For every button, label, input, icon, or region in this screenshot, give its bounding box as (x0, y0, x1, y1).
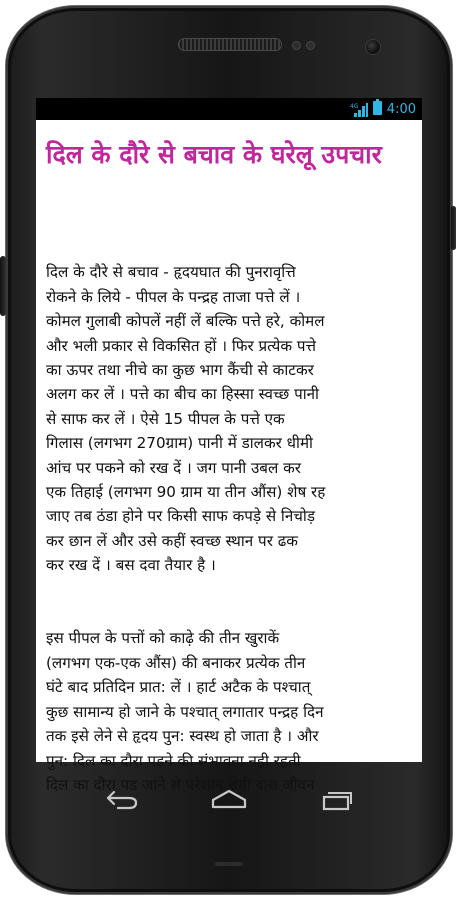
recent-apps-button[interactable] (316, 784, 356, 814)
front-camera (366, 40, 380, 54)
home-icon (209, 788, 249, 810)
back-button[interactable] (102, 784, 142, 814)
proximity-sensor (292, 41, 301, 50)
navigation-bar (36, 762, 422, 838)
article-paragraph-1: दिल के दौरे से बचाव - हृदयघात की पुनरावृत्ति रोकने के लिये - पीपल के पन्द्रह ताजा पत्ते लें । कोमल गुलाबी कोपलें नहीं लें बल्कि पत्ते हरे, कोमल और भली प्रकार से विकसित हों । फिर प्रत्येक पत्ते का ऊपर तथा नीचे का कुछ भाग कैंची से काटकर अलग कर लें । पत्ते का बीच का हिस्सा स्वच्छ पानी से साफ कर लें । ऐसे 15 पीपल के पत्ते एक गिलास (लगभग 270ग्राम) पानी में डालकर धीमी आंच पर पकने को रख दें । जग पानी उबल कर एक तिहाई (लगभग 90 ग्राम या तीन औंस) शेष रह जाए तब ठंडा होने पर किसी साफ कपड़े से निचोड़ कर छान लें और उसे कहीं स्वच्छ स्थान पर ढक कर रख दें । बस दवा तैयार है । (46, 263, 326, 575)
signal-icon (350, 102, 368, 117)
article-body (46, 236, 416, 822)
article-paragraph-2: इस पीपल के पत्तों को काढ़े की तीन खुराकें (लगभग एक-एक औंस) की बनाकर प्रत्येक तीन घंटे बाद प्रतिदिन प्रात: लें । हार्ट अटैक के पश्चात् कुछ सामान्य हो जाने के पश्चात् लगातार पन्द्रह दिन तक इसे लेने से हृदय पुन: स्वस्थ हो जाता है । और पुन: दिल का दौरा पड़ने की संभावना नही रहती दिल का दौरा पड जाने से परेशान रोगी दारा जीवन (46, 629, 324, 794)
home-button[interactable] (209, 784, 249, 814)
article-title: दिल के दौरे से बचाव के घरेलू उपचार (46, 140, 382, 169)
network-type-label: 4G (349, 102, 359, 110)
app-content[interactable] (36, 120, 422, 794)
status-bar (36, 98, 422, 120)
power-button (451, 206, 456, 250)
recent-apps-icon (318, 787, 354, 811)
battery-icon (373, 99, 382, 119)
status-icons (350, 100, 416, 118)
status-time: 4:00 (386, 101, 416, 117)
volume-button (0, 256, 6, 316)
light-sensor (306, 41, 315, 50)
back-icon (105, 788, 139, 810)
microphone-slot (215, 862, 243, 866)
earpiece-speaker (178, 38, 282, 51)
